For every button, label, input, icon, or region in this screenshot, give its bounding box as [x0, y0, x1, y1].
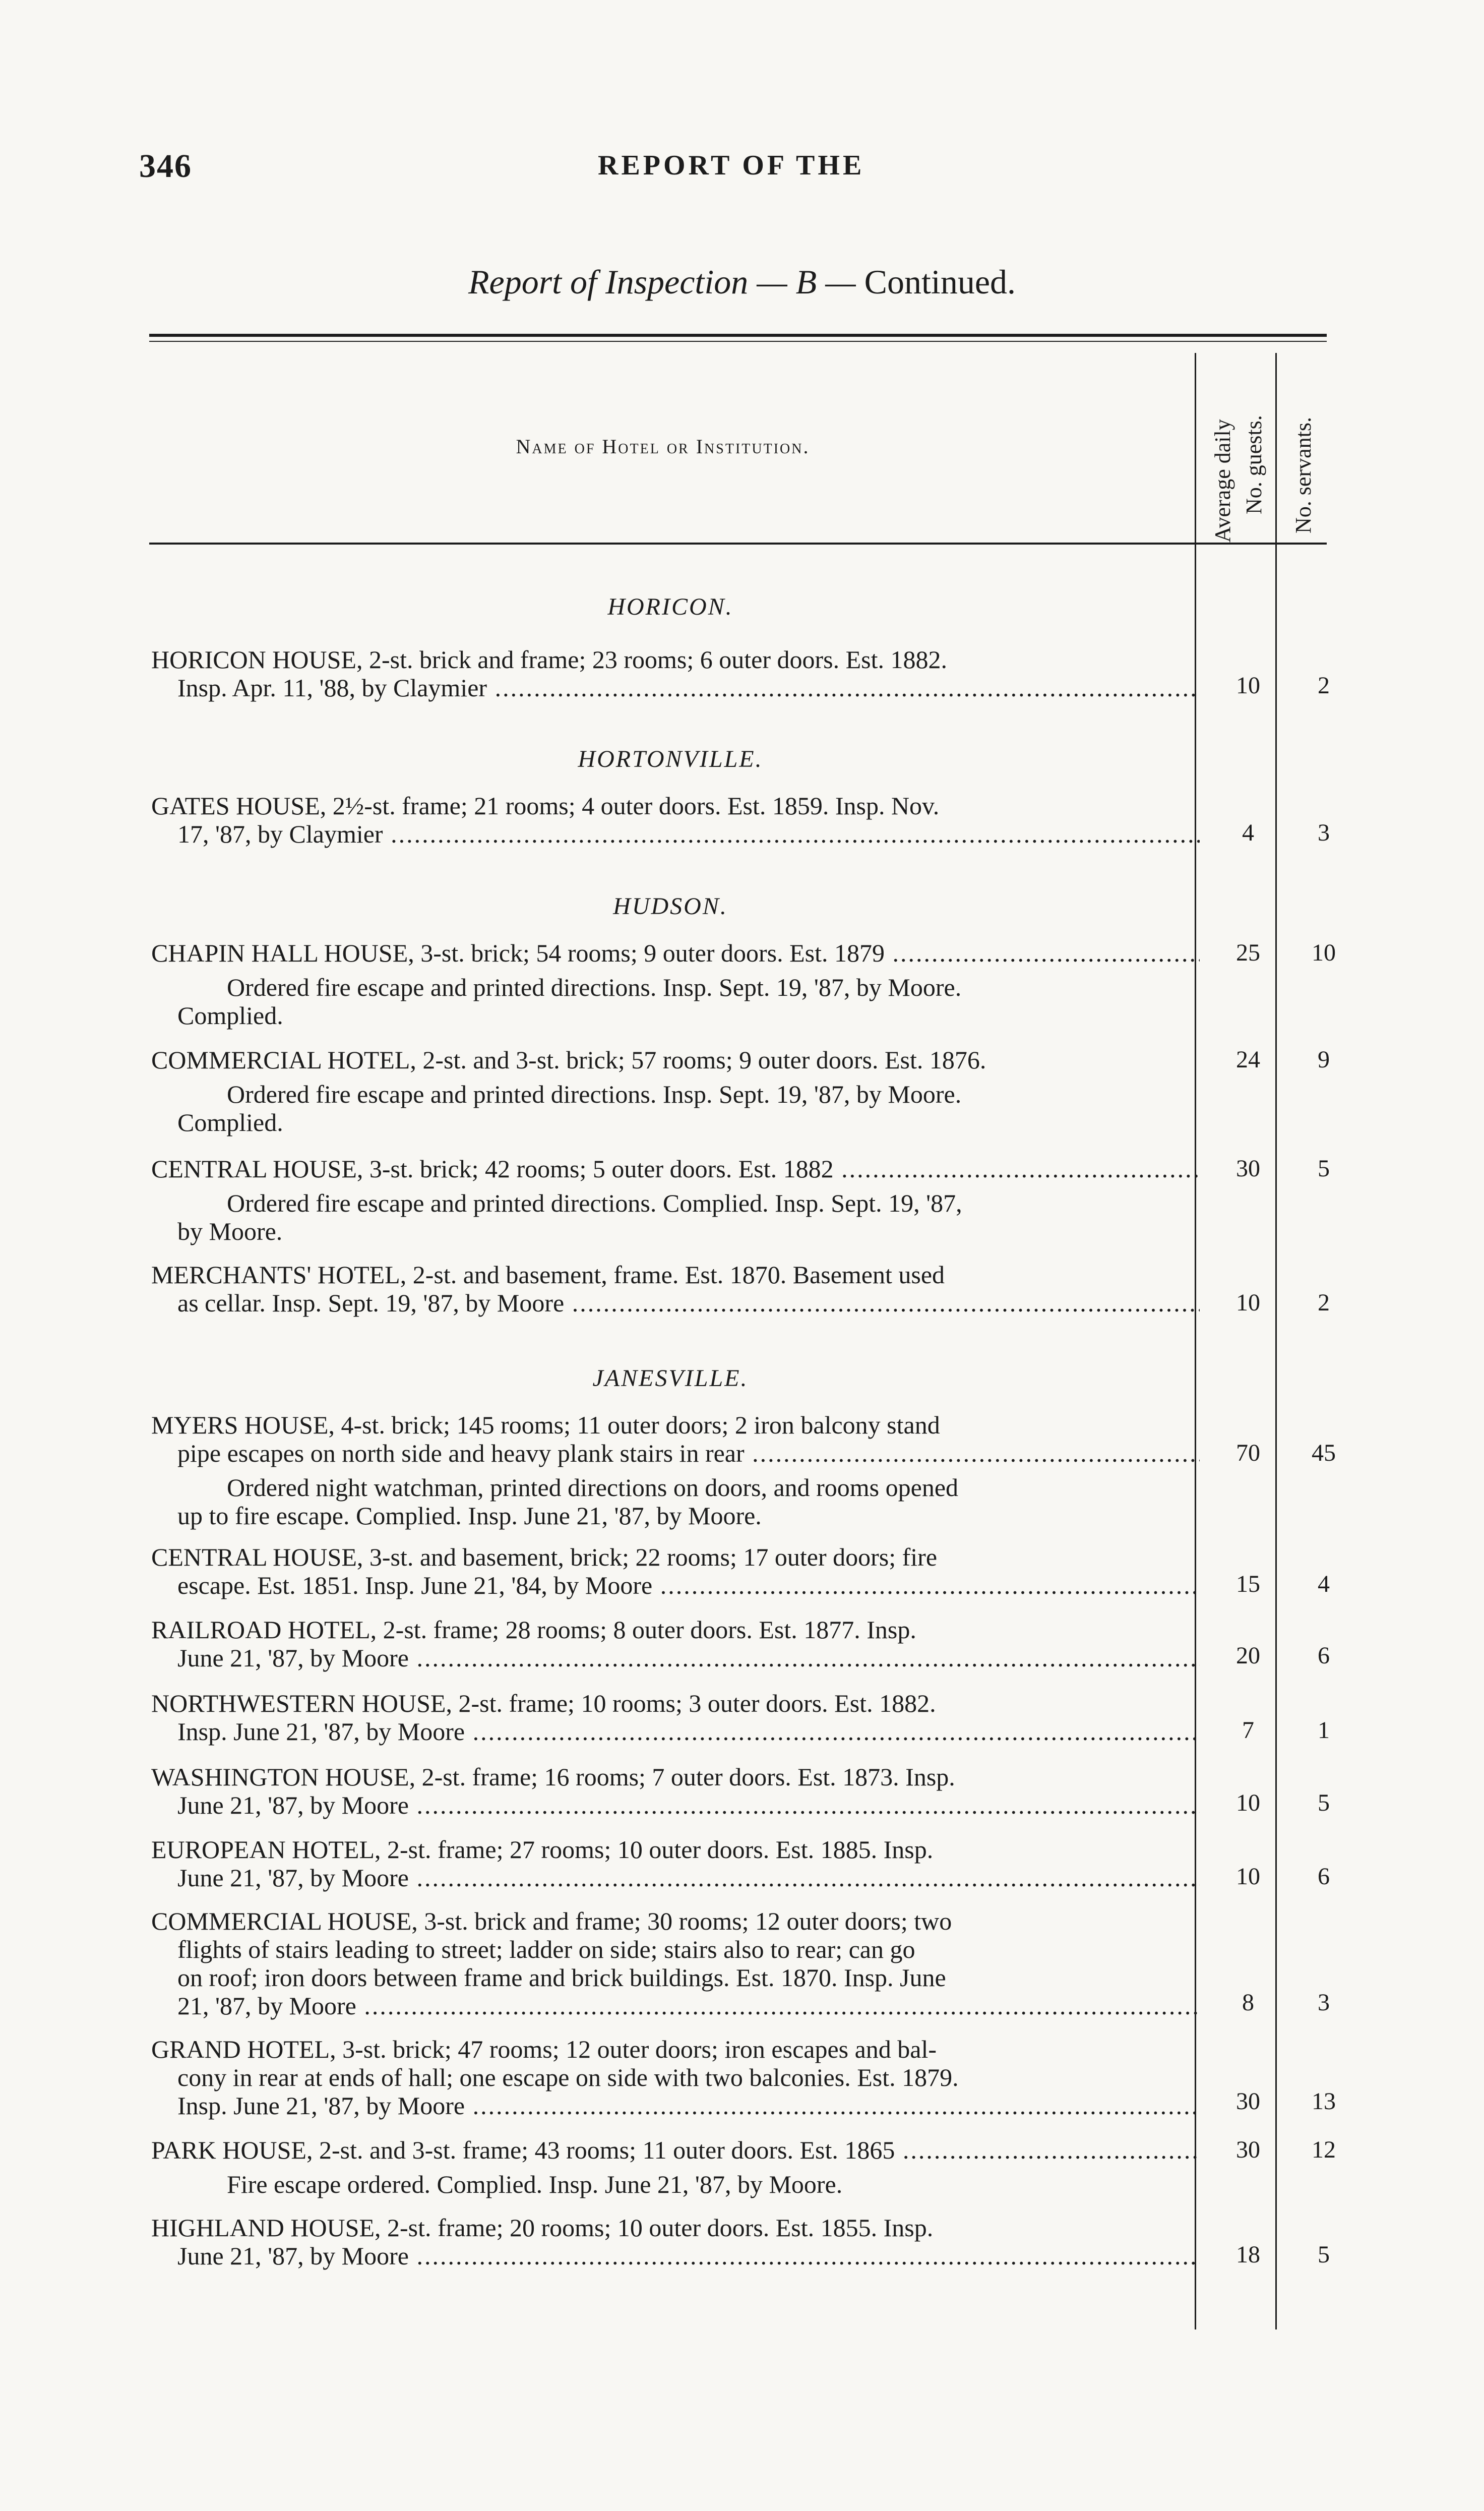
servants-count: 5	[1318, 2241, 1330, 2268]
hotel-entry-note: Complied.	[177, 1108, 283, 1137]
city-heading: HUDSON.	[613, 893, 728, 920]
subtitle-rest: Continued.	[855, 263, 1016, 301]
hotel-entry-note: Ordered night watchman, printed directions on doors, and rooms opened	[227, 1473, 959, 1502]
hotel-entry-note: up to fire escape. Complied. Insp. June 21, '87, by Moore.	[177, 1502, 762, 1530]
guests-count: 25	[1236, 939, 1260, 966]
hotel-entry	[151, 1616, 1200, 1672]
guests-count: 10	[1236, 1289, 1260, 1316]
guests-count: 10	[1236, 1863, 1260, 1890]
hotel-entry-line: June 21, '87, by Moore .....	[151, 1864, 1200, 1892]
hotel-entry-title-line: CENTRAL HOUSE, 3-st. brick; 42 rooms; 5 outer doors. Est. 1882 .....	[151, 1155, 1200, 1183]
hotel-entry-title-line: HORICON HOUSE, 2-st. brick and frame; 23 rooms; 6 outer doors. Est. 1882.	[151, 645, 947, 674]
hotel-entry-line: Insp. Apr. 11, '88, by Claymier .....	[151, 674, 1200, 702]
hotel-entry-line: escape. Est. 1851. Insp. June 21, '84, by Moore .....	[151, 1571, 1200, 1599]
hotel-entry-title-line: GRAND HOTEL, 3-st. brick; 47 rooms; 12 outer doors; iron escapes and bal-	[151, 2035, 937, 2063]
servants-count: 45	[1312, 1440, 1336, 1466]
servants-count: 12	[1312, 2136, 1336, 2163]
hotel-entry	[151, 2214, 1200, 2270]
guests-count: 10	[1236, 672, 1260, 699]
servants-count: 5	[1318, 1789, 1330, 1816]
hotel-entry-title-line: COMMERCIAL HOTEL, 2-st. and 3-st. brick; 57 rooms; 9 outer doors. Est. 1876.	[151, 1046, 986, 1074]
servants-count: 10	[1312, 939, 1336, 966]
guests-count: 4	[1242, 819, 1254, 846]
hotel-entry-line: June 21, '87, by Moore .....	[151, 1644, 1200, 1672]
top-rule-thick	[149, 334, 1327, 337]
hotel-entry	[151, 2136, 1200, 2198]
guests-count: 30	[1236, 1155, 1260, 1182]
page-number: 346	[139, 148, 192, 185]
hotel-entry-line: 17, '87, by Claymier .....	[151, 820, 1200, 848]
hotel-entry	[151, 1261, 1200, 1317]
hotel-entry-note: Fire escape ordered. Complied. Insp. June 21, '87, by Moore.	[227, 2170, 843, 2198]
hotel-entry-line: June 21, '87, by Moore .....	[151, 1791, 1200, 1819]
guests-count: 20	[1236, 1642, 1260, 1669]
header-rule	[149, 543, 1327, 545]
servants-count: 6	[1318, 1642, 1330, 1669]
hotel-entry-line: flights of stairs leading to street; ladder on side; stairs also to rear; can go	[177, 1935, 915, 1963]
column-header-guests-line1: Average daily	[1210, 419, 1235, 543]
hotel-entry-note: by Moore.	[177, 1217, 283, 1245]
guests-count: 24	[1236, 1046, 1260, 1073]
hotel-entry-line: June 21, '87, by Moore .....	[151, 2242, 1200, 2270]
hotel-entry	[151, 645, 1200, 702]
subtitle-italic: Report of Inspection — B —	[468, 263, 856, 301]
hotel-entry-note: Ordered fire escape and printed directions. Insp. Sept. 19, '87, by Moore.	[227, 1080, 962, 1108]
hotel-entry	[151, 792, 1200, 848]
hotel-entry	[151, 1907, 1200, 2020]
hotel-entry	[151, 1411, 1200, 1530]
hotel-entry-note: Ordered fire escape and printed directions. Insp. Sept. 19, '87, by Moore.	[227, 973, 962, 1001]
guests-count: 30	[1236, 2088, 1260, 2115]
servants-count: 3	[1318, 819, 1330, 846]
hotel-entry-title-line: RAILROAD HOTEL, 2-st. frame; 28 rooms; 8 outer doors. Est. 1877. Insp.	[151, 1616, 916, 1644]
hotel-entry-line: Insp. June 21, '87, by Moore .....	[151, 1717, 1200, 1746]
hotel-entry	[151, 1046, 1200, 1137]
hotel-entry-title-line: MERCHANTS' HOTEL, 2-st. and basement, frame. Est. 1870. Basement used	[151, 1261, 945, 1289]
hotel-entry-title-line: EUROPEAN HOTEL, 2-st. frame; 27 rooms; 10 outer doors. Est. 1885. Insp.	[151, 1835, 934, 1864]
running-title: REPORT OF THE	[598, 150, 865, 181]
hotel-entry-title-line: GATES HOUSE, 2½-st. frame; 21 rooms; 4 outer doors. Est. 1859. Insp. Nov.	[151, 792, 940, 820]
hotel-entry-title-line: HIGHLAND HOUSE, 2-st. frame; 20 rooms; 10 outer doors. Est. 1855. Insp.	[151, 2214, 934, 2242]
column-header-name: Name of Hotel or Institution.	[516, 435, 810, 458]
hotel-entry-title-line: COMMERCIAL HOUSE, 3-st. brick and frame; 30 rooms; 12 outer doors; two	[151, 1907, 952, 1935]
hotel-entry-note: Complied.	[177, 1001, 283, 1030]
hotel-entry-line: pipe escapes on north side and heavy plank stairs in rear .....	[151, 1439, 1200, 1467]
column-header-guests-line2: No. guests.	[1242, 415, 1266, 514]
hotel-entry-title-line: CENTRAL HOUSE, 3-st. and basement, brick; 22 rooms; 17 outer doors; fire	[151, 1543, 938, 1571]
servants-count: 2	[1318, 1289, 1330, 1316]
servants-count: 2	[1318, 672, 1330, 699]
guests-count: 18	[1236, 2241, 1260, 2268]
city-heading: HORICON.	[607, 593, 733, 620]
hotel-entry	[151, 1689, 1200, 1746]
hotel-entry-title-line: PARK HOUSE, 2-st. and 3-st. frame; 43 rooms; 11 outer doors. Est. 1865 .....	[151, 2136, 1200, 2164]
hotel-entry-line: Insp. June 21, '87, by Moore .....	[151, 2091, 1200, 2120]
city-heading: JANESVILLE.	[592, 1365, 749, 1392]
servants-count: 13	[1312, 2088, 1336, 2115]
servants-count: 5	[1318, 1155, 1330, 1182]
table-subtitle	[0, 262, 1484, 302]
hotel-entry	[151, 1835, 1200, 1892]
servants-count: 6	[1318, 1863, 1330, 1890]
top-rule-thin	[149, 341, 1327, 342]
hotel-entry-line: cony in rear at ends of hall; one escape on side with two balconies. Est. 1879.	[177, 2063, 959, 2091]
guests-count: 70	[1236, 1440, 1260, 1466]
guests-count: 30	[1236, 2136, 1260, 2163]
guests-count: 10	[1236, 1789, 1260, 1816]
hotel-entry	[151, 1155, 1200, 1245]
hotel-entry-title-line: WASHINGTON HOUSE, 2-st. frame; 16 rooms; 7 outer doors. Est. 1873. Insp.	[151, 1763, 955, 1791]
servants-count: 4	[1318, 1571, 1330, 1597]
hotel-entry-title-line: CHAPIN HALL HOUSE, 3-st. brick; 54 rooms; 9 outer doors. Est. 1879 .....	[151, 939, 1200, 967]
hotel-entry-title-line: NORTHWESTERN HOUSE, 2-st. frame; 10 rooms; 3 outer doors. Est. 1882.	[151, 1689, 936, 1717]
hotel-entry-line: 21, '87, by Moore .....	[151, 1992, 1200, 2020]
hotel-entry	[151, 1763, 1200, 1819]
hotel-entry	[151, 2035, 1200, 2120]
servants-count: 9	[1318, 1046, 1330, 1073]
servants-count: 1	[1318, 1717, 1330, 1744]
hotel-entry-line: on roof; iron doors between frame and brick buildings. Est. 1870. Insp. June	[177, 1963, 946, 1992]
guests-count: 15	[1236, 1571, 1260, 1597]
guests-count: 8	[1242, 1989, 1254, 2016]
hotel-entry	[151, 939, 1200, 1030]
hotel-entry	[151, 1543, 1200, 1599]
hotel-entry-line: as cellar. Insp. Sept. 19, '87, by Moore .....	[151, 1289, 1200, 1317]
guests-count: 7	[1242, 1717, 1254, 1744]
column-header-servants: No. servants.	[1291, 417, 1316, 533]
column-rule-2	[1275, 353, 1277, 2329]
servants-count: 3	[1318, 1989, 1330, 2016]
hotel-entry-note: Ordered fire escape and printed directions. Complied. Insp. Sept. 19, '87,	[227, 1189, 962, 1217]
city-heading: HORTONVILLE.	[578, 746, 763, 772]
hotel-entry-title-line: MYERS HOUSE, 4-st. brick; 145 rooms; 11 outer doors; 2 iron balcony stand	[151, 1411, 940, 1439]
